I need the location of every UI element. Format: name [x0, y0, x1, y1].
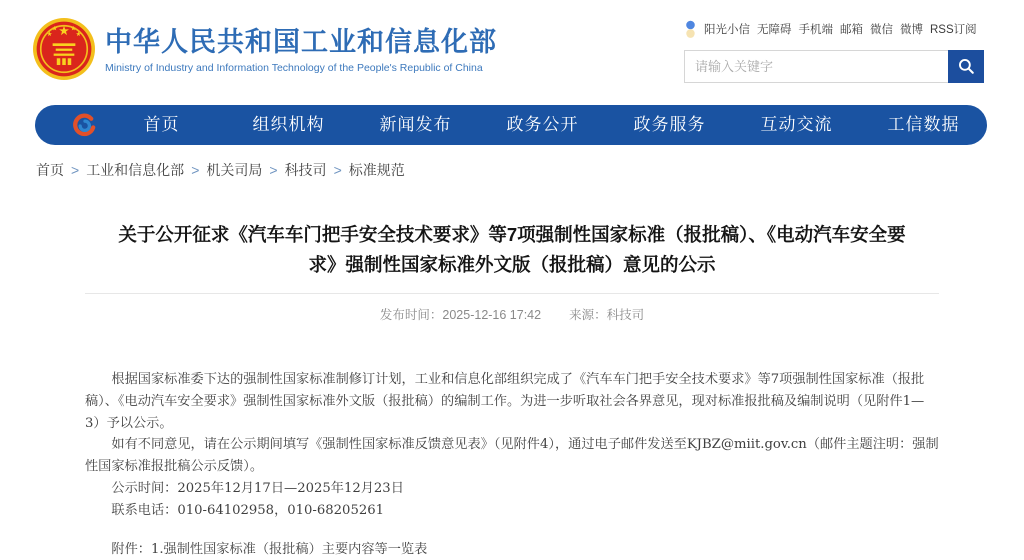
search-icon — [957, 57, 976, 76]
mascot-icon — [684, 20, 697, 38]
nav-item-news[interactable]: 新闻发布 — [379, 115, 452, 134]
nav-item-organization[interactable]: 组织机构 — [252, 115, 325, 134]
quick-link-mobile[interactable]: 手机端 — [798, 24, 833, 36]
paragraph-intro: 根据国家标准委下达的强制性国家标准制修订计划，工业和信息化部组织完成了《汽车车门把手安全技术要求》等7项强制性国家标准（报批稿）、《电动汽车安全要求》强制性国家标准外文版（报批稿）的编制工作。为进一步听取社会各界意见，现对标准报批稿及编制说明（见附件1—3）予以公示。 — [85, 372, 925, 431]
publish-time-label: 发布时间： — [379, 308, 443, 322]
article-body — [85, 369, 939, 560]
nav-item-data[interactable]: 工信数据 — [887, 115, 960, 134]
quick-link-sunshine[interactable]: 阳光小信 — [704, 24, 750, 36]
search-input[interactable] — [685, 51, 948, 82]
breadcrumb-separator: > — [269, 162, 278, 178]
national-emblem-icon — [33, 18, 95, 80]
site-title: 中华人民共和国工业和信息化部 — [105, 26, 497, 57]
breadcrumb-item-departments[interactable]: 机关司局 — [206, 162, 263, 178]
article-title: 关于公开征求《汽车车门把手安全技术要求》等7项强制性国家标准（报批稿）、《电动汽车安全要求》强制性国家标准外文版（报批稿）意见的公示 — [118, 224, 906, 275]
nav-item-home[interactable]: 首页 — [143, 115, 180, 134]
publicity-period: 公示时间：2025年12月17日—2025年12月23日 — [111, 480, 404, 496]
site-subtitle: Ministry of Industry and Information Technology of the People's Republic of China — [105, 61, 483, 74]
nav-item-gov-services[interactable]: 政务服务 — [633, 115, 706, 134]
attachment-line: 附件：1.强制性国家标准（报批稿）主要内容等一览表 — [111, 541, 428, 557]
title-divider — [85, 293, 939, 294]
main-nav — [35, 105, 987, 145]
site-brand[interactable] — [33, 18, 497, 80]
search-button[interactable] — [948, 50, 984, 83]
quick-links — [684, 20, 984, 38]
quick-link-accessibility[interactable]: 无障碍 — [757, 24, 792, 36]
breadcrumb-item-standards[interactable]: 标准规范 — [348, 162, 405, 178]
source-value: 科技司 — [606, 308, 645, 322]
nav-item-interaction[interactable]: 互动交流 — [760, 115, 833, 134]
breadcrumb-item-science-tech[interactable]: 科技司 — [284, 162, 327, 178]
breadcrumb-item-miit[interactable]: 工业和信息化部 — [86, 162, 185, 178]
quick-link-rss[interactable]: RSS订阅 — [930, 24, 977, 36]
paragraph-feedback: 如有不同意见，请在公示期间填写《强制性国家标准反馈意见表》（见附件4），通过电子邮件发送至KJBZ@miit.gov.cn（邮件主题注明：强制性国家标准报批稿公示反馈）。 — [85, 437, 939, 475]
breadcrumb — [36, 160, 1024, 180]
quick-link-wechat[interactable]: 微信 — [870, 24, 893, 36]
breadcrumb-separator: > — [333, 162, 342, 178]
nav-item-gov-affairs[interactable]: 政务公开 — [506, 115, 579, 134]
publish-time: 2025-12-16 17:42 — [442, 308, 542, 322]
breadcrumb-item-home[interactable]: 首页 — [36, 162, 64, 178]
breadcrumb-separator: > — [191, 162, 200, 178]
source-label: 来源： — [569, 308, 607, 322]
search-bar — [684, 50, 984, 83]
article-meta — [85, 305, 939, 323]
article — [85, 220, 939, 560]
breadcrumb-separator: > — [71, 162, 80, 178]
contact-phone: 联系电话：010-64102958，010-68205261 — [111, 502, 385, 518]
quick-link-weibo[interactable]: 微博 — [900, 24, 923, 36]
miit-logo-icon — [71, 112, 98, 139]
header-right — [684, 20, 984, 83]
quick-link-mail[interactable]: 邮箱 — [840, 24, 863, 36]
site-header — [0, 0, 1024, 100]
nav-items — [98, 105, 987, 145]
